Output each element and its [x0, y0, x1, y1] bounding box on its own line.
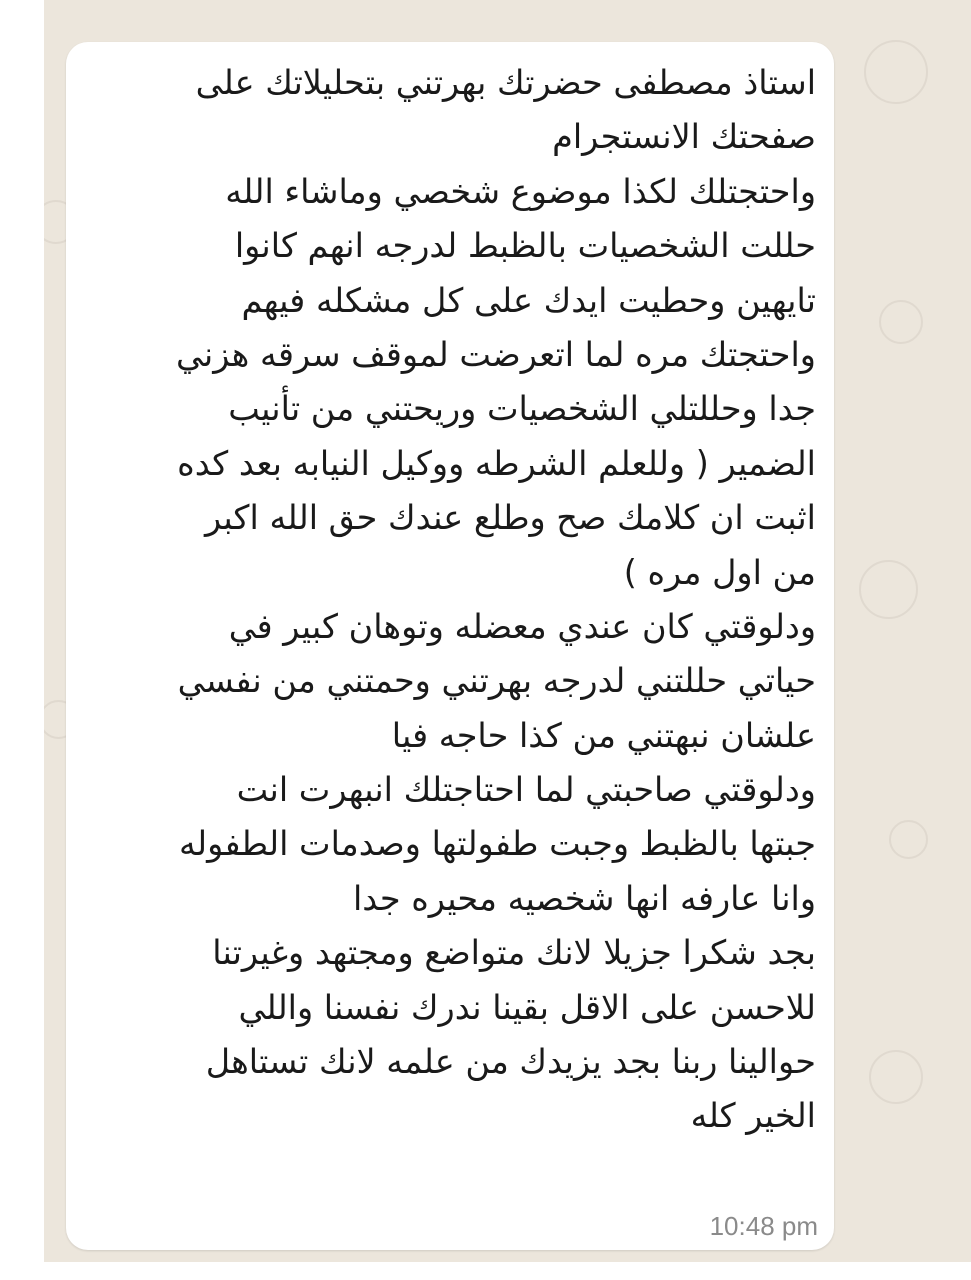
- message-line: حللت الشخصيات بالظبط لدرجه انهم كانوا: [234, 226, 816, 266]
- message-line: الضمير ( وللعلم الشرطه ووكيل النيابه بعد كده: [177, 443, 816, 483]
- message-line: علشان نبهتني من كذا حاجه فيا: [391, 715, 816, 755]
- message-line: بجد شكرا جزيلا لانك متواضع ومجتهد وغيرتنا: [212, 933, 816, 973]
- message-line: للاحسن على الاقل بقينا ندرك نفسنا واللي: [238, 987, 816, 1027]
- message-line: صفحتك الانستجرام: [552, 117, 816, 157]
- message-line: من اول مره ): [623, 552, 816, 592]
- wallpaper-doodle: [869, 1050, 923, 1104]
- message-bubble[interactable]: [66, 42, 834, 1250]
- message-line: جبتها بالظبط وجبت طفولتها وصدمات الطفوله: [178, 824, 816, 864]
- message-line: واحتجتك مره لما اتعرضت لموقف سرقه هزني: [175, 334, 816, 374]
- wallpaper-doodle: [889, 820, 928, 859]
- message-line: ودلوقتي صاحبتي لما احتاجتلك انبهرت انت: [236, 770, 816, 810]
- wallpaper-doodle: [864, 40, 928, 104]
- message-line: حياتي حللتني لدرجه بهرتني وحمتني من نفسي: [177, 661, 816, 701]
- message-line: الخير كله: [690, 1096, 816, 1136]
- message-line: تايهين وحطيت ايدك على كل مشكله فيهم: [241, 280, 816, 320]
- message-line: واحتجتلك لكذا موضوع شخصي وماشاء الله: [225, 171, 816, 211]
- message-line: اثبت ان كلامك صح وطلع عندك حق الله اكبر: [204, 498, 816, 538]
- wallpaper-doodle: [879, 300, 923, 344]
- message-line: جدا وحللتلي الشخصيات وريحتني من تأنيب: [228, 389, 816, 429]
- message-text: [76, 56, 816, 1144]
- message-line: وانا عارفه انها شخصيه محيره جدا: [352, 878, 816, 918]
- message-timestamp: 10:48 pm: [709, 1211, 818, 1241]
- message-line: حوالينا ربنا بجد يزيدك من علمه لانك تستاهل: [205, 1042, 816, 1082]
- message-line: ودلوقتي كان عندي معضله وتوهان كبير في: [228, 606, 816, 646]
- wallpaper-doodle: [859, 560, 918, 619]
- message-line: استاذ مصطفى حضرتك بهرتني بتحليلاتك على: [195, 63, 816, 102]
